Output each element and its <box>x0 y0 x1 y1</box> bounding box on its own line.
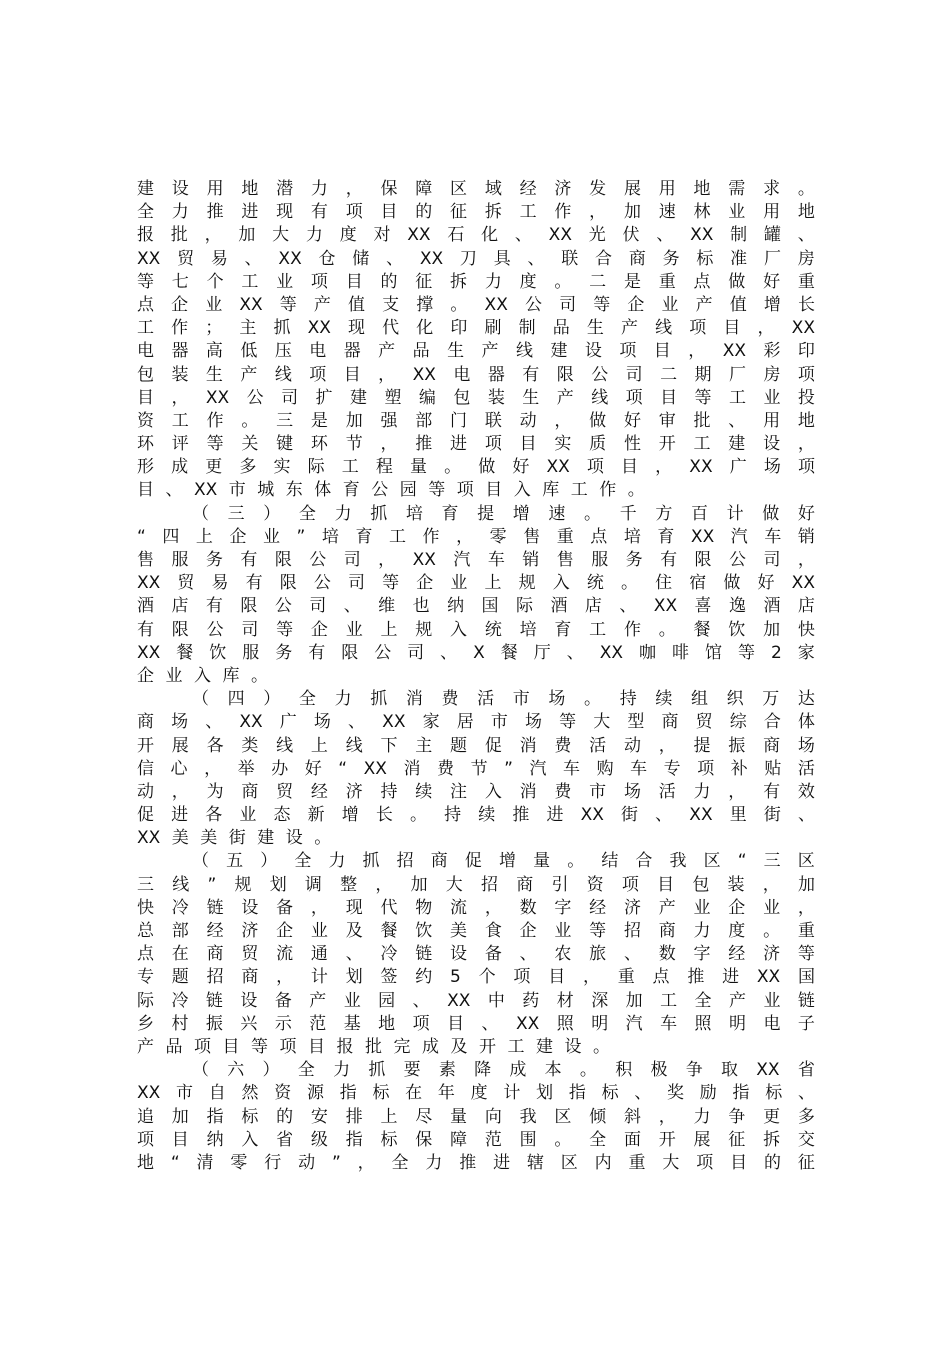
text-line: 工 作 ； 主 抓 XX 现 代 化 印 刷 制 品 生 产 线 项 目 ， XX <box>137 318 815 339</box>
text-line: 包 装 生 产 线 项 目 ， XX 电 器 有 限 公 司 二 期 厂 房 项 <box>137 364 815 385</box>
text-line: 报 批 ， 加 大 力 度 对 XX 石 化 、 XX 光 伏 、 XX 制 罐 、 <box>137 225 815 246</box>
text-line: XX 贸 易 、 XX 仓 储 、 XX 刀 具 、 联 合 商 务 标 准 厂 房 <box>137 248 815 269</box>
text-line: XX 贸 易 有 限 公 司 等 企 业 上 规 入 统 。 住 宿 做 好 XX <box>137 573 815 594</box>
text-line: 动 ， 为 商 贸 经 济 持 续 注 入 消 费 市 场 活 力 ， 有 效 <box>137 781 815 802</box>
text-line: 目 ， XX 公 司 扩 建 塑 编 包 装 生 产 线 项 目 等 工 业 投 <box>137 387 815 408</box>
text-line: 点 企 业 XX 等 产 值 支 撑 。 XX 公 司 等 企 业 产 值 增 长 <box>137 294 815 315</box>
text-line: 电 器 高 低 压 电 器 产 品 生 产 线 建 设 项 目 ， XX 彩 印 <box>137 341 815 362</box>
text-line: 总 部 经 济 企 业 及 餐 饮 美 食 企 业 等 招 商 力 度 。 重 <box>137 921 815 941</box>
text-line: （ 六 ） 全 力 抓 要 素 降 成 本 。 积 极 争 取 XX 省 <box>192 1060 815 1081</box>
text-line: 地 “ 清 零 行 动 ” ， 全 力 推 进 辖 区 内 重 大 项 目 的 征 <box>137 1152 815 1173</box>
text-line: XX 美 美 街 建 设 。 <box>137 828 332 849</box>
text-line: 际 冷 链 设 备 产 业 园 、 XX 中 药 材 深 加 工 全 产 业 链 <box>137 990 815 1011</box>
text-line: 促 进 各 业 态 新 增 长 。 持 续 推 进 XX 街 、 XX 里 街 、 <box>137 805 815 826</box>
text-line: 环 评 等 关 键 环 节 ， 推 进 项 目 实 质 性 开 工 建 设 ， <box>137 434 815 455</box>
text-line: 产 品 项 目 等 项 目 报 批 完 成 及 开 工 建 设 。 <box>137 1036 610 1057</box>
text-line: 售 服 务 有 限 公 司 ， XX 汽 车 销 售 服 务 有 限 公 司 ， <box>137 550 815 570</box>
text-line: “ 四 上 企 业 ” 培 育 工 作 ， 零 售 重 点 培 育 XX 汽 车 销 <box>137 526 815 547</box>
text-line: XX 市 自 然 资 源 指 标 在 年 度 计 划 指 标 、 奖 励 指 标 、 <box>137 1083 815 1104</box>
text-line: 形 成 更 多 实 际 工 程 量 。 做 好 XX 项 目 ， XX 广 场 项 <box>137 457 815 478</box>
text-line: 商 场 、 XX 广 场 、 XX 家 居 市 场 等 大 型 商 贸 综 合 体 <box>137 712 815 733</box>
text-line: 追 加 指 标 的 安 排 上 尽 量 向 我 区 倾 斜 ， 力 争 更 多 <box>137 1106 815 1127</box>
text-line: 酒 店 有 限 公 司 、 维 也 纳 国 际 酒 店 、 XX 喜 逸 酒 店 <box>137 596 815 617</box>
text-line: 企 业 入 库 。 <box>137 665 268 686</box>
text-line: 快 冷 链 设 备 ， 现 代 物 流 ， 数 字 经 济 产 业 企 业 ， <box>137 897 815 918</box>
text-line: 有 限 公 司 等 企 业 上 规 入 统 培 育 工 作 。 餐 饮 加 快 <box>137 619 815 640</box>
text-line: 建 设 用 地 潜 力 ， 保 障 区 域 经 济 发 展 用 地 需 求 。 <box>137 179 815 199</box>
text-line: 乡 村 振 兴 示 范 基 地 项 目 、 XX 照 明 汽 车 照 明 电 子 <box>137 1013 815 1034</box>
body-text <box>137 178 815 1175</box>
text-line: 目 、 XX 市 城 东 体 育 公 园 等 项 目 入 库 工 作 。 <box>137 480 645 501</box>
text-line: 项 目 纳 入 省 级 指 标 保 障 范 围 。 全 面 开 展 征 拆 交 <box>137 1129 815 1150</box>
text-line: 资 工 作 。 三 是 加 强 部 门 联 动 ， 做 好 审 批 、 用 地 <box>137 410 815 431</box>
text-line: 等 七 个 工 业 项 目 的 征 拆 力 度 。 二 是 重 点 做 好 重 <box>137 271 815 292</box>
text-line: 开 展 各 类 线 上 线 下 主 题 促 消 费 活 动 ， 提 振 商 场 <box>137 735 815 756</box>
text-line: 点 在 商 贸 流 通 、 冷 链 设 备 、 农 旅 、 数 字 经 济 等 <box>137 944 815 965</box>
text-line: （ 五 ） 全 力 抓 招 商 促 增 量 。 结 合 我 区 “ 三 区 <box>192 851 815 872</box>
text-line: 信 心 ， 举 办 好 “ XX 消 费 节 ” 汽 车 购 车 专 项 补 贴 活 <box>137 758 815 779</box>
text-line: XX 餐 饮 服 务 有 限 公 司 、 X 餐 厅 、 XX 咖 啡 馆 等 2 家 <box>137 642 815 663</box>
text-line: 专 题 招 商 ， 计 划 签 约 5 个 项 目 ， 重 点 推 进 XX 国 <box>137 967 815 988</box>
text-line: （ 四 ） 全 力 抓 消 费 活 市 场 。 持 续 组 织 万 达 <box>192 689 815 710</box>
text-line: （ 三 ） 全 力 抓 培 育 提 增 速 。 千 方 百 计 做 好 <box>192 503 815 524</box>
text-line: 全 力 推 进 现 有 项 目 的 征 拆 工 作 ， 加 速 林 业 用 地 <box>137 202 815 223</box>
text-line: 三 线 ” 规 划 调 整 ， 加 大 招 商 引 资 项 目 包 装 ， 加 <box>137 874 815 895</box>
